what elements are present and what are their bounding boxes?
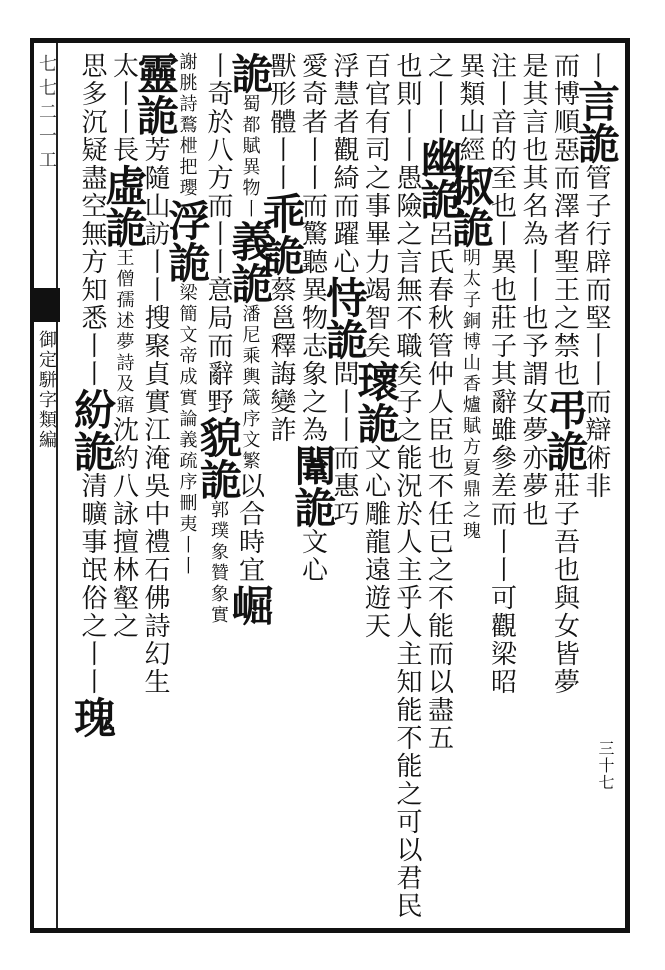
column-text: 百官有司之事畢力竭智矣 bbox=[360, 52, 391, 360]
column-text: 子之能況於人主乎人主知能不能之可以君民 bbox=[392, 388, 422, 920]
column-text: 異類山經 bbox=[455, 52, 485, 164]
headword: 俶詭 bbox=[446, 164, 495, 248]
headword: 浮詭 bbox=[162, 199, 212, 283]
column-text: 丨 bbox=[581, 52, 611, 80]
column-text: 王僧孺述夢詩及寤 bbox=[113, 248, 135, 416]
column-text: 清曠事氓俗之丨丨 bbox=[77, 472, 107, 696]
text-column-17 bbox=[68, 52, 117, 738]
column-text: 而丨丨意局而辭野 bbox=[203, 192, 233, 416]
column-text: 芳隨山訪丨丨 bbox=[140, 136, 170, 304]
column-text: 文心 bbox=[297, 528, 328, 584]
margin-top-fragment: 七七二一工 bbox=[36, 54, 57, 174]
column-text: 思多沉疑 bbox=[77, 52, 107, 164]
column-text: 獸形體丨丨 bbox=[266, 52, 296, 192]
margin-book-title: 御定駢字類編 bbox=[36, 330, 57, 450]
column-text: 蔡邕釋誨變詐 bbox=[266, 276, 296, 444]
headword: 崛 bbox=[225, 584, 275, 626]
column-text: 太丨丨長 bbox=[108, 52, 139, 164]
headword: 貌詭 bbox=[194, 416, 243, 500]
column-text: 是其言也其名為丨丨 bbox=[518, 52, 548, 304]
headword: 詭 bbox=[225, 52, 275, 94]
headword: 紛詭 bbox=[68, 388, 117, 472]
column-text: 沈約八詠擅林壑之 bbox=[108, 416, 139, 640]
headword: 義詭 bbox=[225, 220, 275, 304]
headword: 瑰 bbox=[68, 696, 117, 738]
column-text: 明太子銅博山香爐賦方夏鼎之瑰 bbox=[460, 248, 481, 542]
column-text: 莊子吾也與女皆夢 bbox=[549, 472, 580, 696]
headword: 乖詭 bbox=[257, 192, 306, 276]
headword: 幽詭 bbox=[414, 136, 464, 220]
column-text: 謝朓詩鶩枻把瓔 bbox=[176, 52, 198, 199]
column-text: 也予謂女夢亦夢也 bbox=[518, 304, 548, 528]
column-text: 而博順惡而澤者聖王之禁也 bbox=[549, 52, 580, 388]
headword: 闈詭 bbox=[288, 444, 338, 528]
headword: 虛詭 bbox=[99, 164, 149, 248]
page-number: 三十七 bbox=[596, 740, 615, 791]
column-text: 梁簡文帝成實論義疏序刪夷丨丨 bbox=[176, 283, 198, 577]
headword: 恃詭 bbox=[320, 276, 369, 360]
column-text: 愛奇者丨丨而驚聽 bbox=[297, 52, 328, 276]
column-text: 蜀都賦異物丨 bbox=[239, 94, 261, 220]
column-text: 注丨音的至也丨異也 bbox=[486, 52, 517, 304]
fishtail-mark bbox=[30, 288, 60, 322]
frame-top-border bbox=[30, 38, 630, 43]
column-text: 莊子其辭雖參差而丨丨可觀梁昭 bbox=[486, 304, 517, 696]
column-text: 呂氏春秋管仲人臣也不任已之不能而以盡五 bbox=[423, 220, 454, 752]
column-text: 也則丨丨愚險之言無不職矣 bbox=[392, 52, 422, 388]
column-text: 盡空無方知悉丨丨 bbox=[77, 164, 107, 388]
frame-right-border bbox=[625, 38, 630, 933]
column-text: 管子行辟而堅丨丨而辯術非 bbox=[581, 164, 611, 500]
column-text: 以合時宜 bbox=[234, 472, 265, 584]
column-text: 異物志象之為 bbox=[297, 276, 328, 444]
headword: 言詭 bbox=[572, 80, 621, 164]
column-text: 丨奇於八方 bbox=[203, 52, 233, 192]
gutter-rule bbox=[56, 43, 58, 928]
column-text: 搜聚貞實江淹吳中禮石佛詩幻生 bbox=[140, 304, 170, 696]
column-text: 文心雕龍遠遊天 bbox=[360, 444, 391, 640]
headword: 靈詭 bbox=[131, 52, 180, 136]
headword: 瓌詭 bbox=[351, 360, 401, 444]
column-text: 浮慧者觀綺而躍心 bbox=[329, 52, 359, 276]
frame-bottom-border bbox=[30, 928, 630, 933]
column-text: 問丨丨而惠巧 bbox=[329, 360, 359, 528]
column-text: 之丨丨 bbox=[423, 52, 454, 136]
column-text: 潘尼乘輿箴序文繁 bbox=[239, 304, 261, 472]
column-text: 郭璞象贊象實 bbox=[208, 500, 229, 626]
headword: 弔詭 bbox=[540, 388, 590, 472]
